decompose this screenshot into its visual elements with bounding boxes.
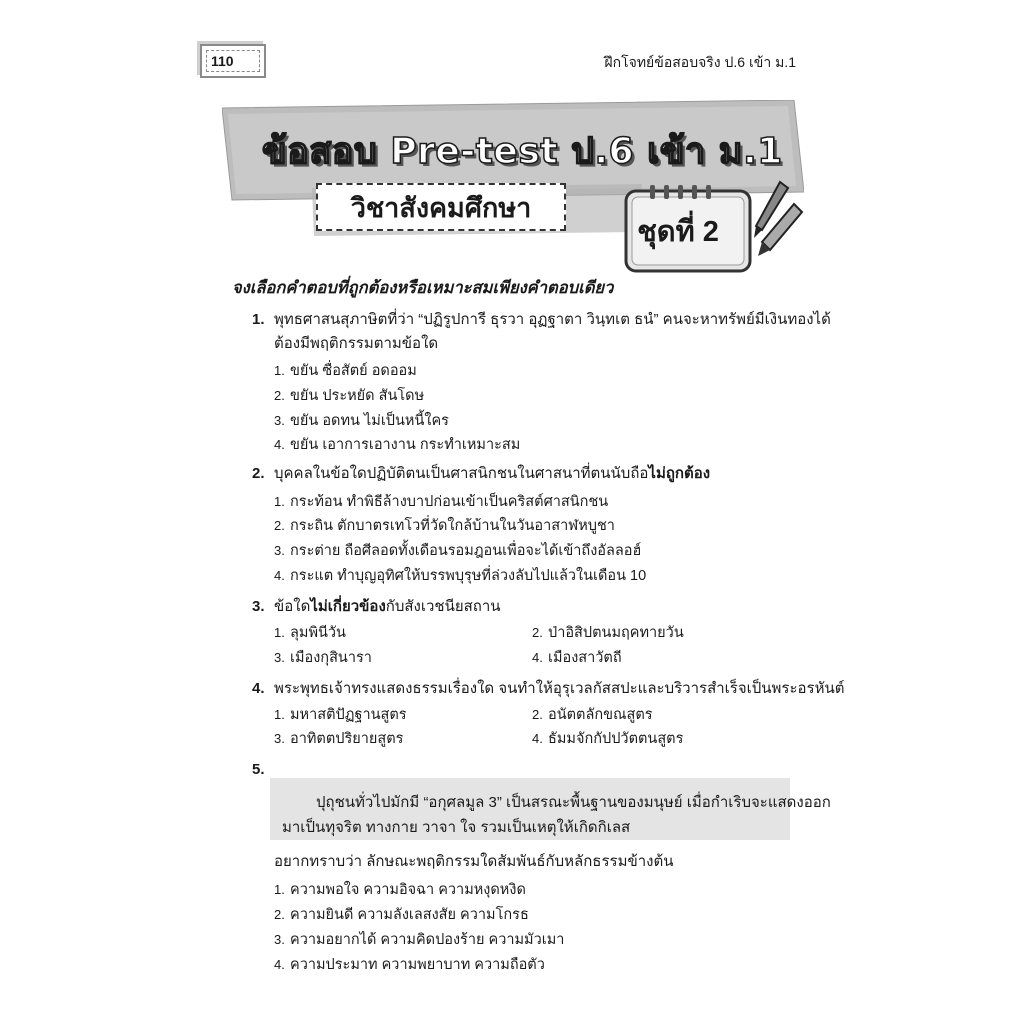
option-text: ขยัน เอาการเอางาน กระทำเหมาะสม — [290, 437, 521, 453]
question-number: 4. — [252, 680, 265, 697]
option-text: เมืองสาวัตถี — [548, 650, 622, 666]
answer-option[interactable] — [274, 564, 646, 587]
answer-option[interactable] — [274, 384, 424, 407]
question-number: 5. — [252, 761, 265, 778]
question-text-line: พุทธศาสนสุภาษิตที่ว่า “ปฏิรูปการี ธุรวา อุฏฐาตา วินฺทเต ธนํ” คนจะหาทรัพย์มีเงินทองได้ — [274, 311, 831, 328]
passage-line: ปุถุชนทั่วไปมักมี “อกุศลมูล 3” เป็นสรณะพื้นฐานของมนุษย์ เมื่อกำเริบจะแสดงออก — [316, 794, 831, 811]
option-number: 2. — [274, 518, 285, 533]
exam-title: ข้อสอบ Pre-test ป.6 เข้า ม.1 — [262, 131, 783, 172]
answer-option[interactable] — [274, 539, 641, 562]
option-number: 3. — [274, 413, 285, 428]
option-number: 2. — [532, 707, 543, 722]
option-number: 1. — [274, 494, 285, 509]
option-text: ความประมาท ความพยาบาท ความถือตัว — [290, 957, 545, 973]
question-text-line: ต้องมีพฤติกรรมตามข้อใด — [274, 335, 439, 352]
answer-option[interactable] — [274, 953, 545, 976]
option-text: ลุมพินีวัน — [290, 625, 346, 641]
set-number-label: ชุดที่ 2 — [637, 216, 719, 248]
question-text-part: กับสังเวชนียสถาน — [385, 598, 501, 615]
answer-option[interactable] — [274, 646, 372, 669]
question-number: 3. — [252, 598, 265, 615]
option-number: 3. — [274, 932, 285, 947]
question-text-part: ข้อใด — [274, 598, 311, 615]
question-text: อยากทราบว่า ลักษณะพฤติกรรมใดสัมพันธ์กับหลักธรรมข้างต้น — [274, 853, 674, 870]
answer-option[interactable] — [274, 490, 608, 513]
question-number: 1. — [252, 311, 265, 328]
answer-option[interactable] — [274, 514, 615, 537]
question-number: 2. — [252, 465, 265, 482]
answer-option[interactable] — [274, 928, 564, 951]
answer-option[interactable] — [274, 878, 526, 901]
instruction-text: จงเลือกคำตอบที่ถูกต้องหรือเหมาะสมเพียงคำตอบเดียว — [232, 279, 614, 297]
subject-text: วิชาสังคมศึกษา — [350, 192, 532, 223]
question-emphasis: ไม่เกี่ยวข้อง — [310, 598, 386, 615]
answer-option[interactable] — [274, 409, 449, 432]
option-text: กระถิน ตักบาตรเทโวที่วัดใกล้บ้านในวันอาสาฬหบูชา — [290, 518, 615, 534]
option-text: ขยัน อดทน ไม่เป็นหนี้ใคร — [290, 413, 449, 429]
option-number: 1. — [274, 625, 285, 640]
option-number: 4. — [274, 957, 285, 972]
option-number: 2. — [274, 907, 285, 922]
running-title: ฝึกโจทย์ข้อสอบจริง ป.6 เข้า ม.1 — [604, 54, 796, 70]
option-text: ความอยากได้ ความคิดปองร้าย ความมัวเมา — [290, 932, 565, 948]
question-text-part: บุคคลในข้อใดปฏิบัติตนเป็นศาสนิกชนในศาสนาที่ตนนับถือ — [274, 465, 649, 482]
option-number: 1. — [274, 363, 285, 378]
option-number: 2. — [274, 388, 285, 403]
option-number: 1. — [274, 707, 285, 722]
answer-option[interactable] — [532, 621, 684, 644]
answer-option[interactable] — [274, 703, 407, 726]
answer-option[interactable] — [532, 727, 683, 750]
option-text: กระต่าย ถือศีลอดทั้งเดือนรอมฎอนเพื่อจะได้เข้าถึงอัลลอฮ์ — [290, 543, 642, 559]
option-text: ธัมมจักกัปปวัตตนสูตร — [548, 731, 684, 747]
option-number: 3. — [274, 731, 285, 746]
answer-option[interactable] — [532, 646, 622, 669]
option-number: 3. — [274, 650, 285, 665]
option-text: ขยัน ซื่อสัตย์ อดออม — [290, 363, 417, 379]
option-number: 4. — [274, 568, 285, 583]
option-text: มหาสติปัฏฐานสูตร — [290, 707, 407, 723]
question-text — [274, 595, 501, 619]
page-number: 110 — [211, 53, 234, 69]
passage-box — [270, 778, 831, 840]
option-text: เมืองกุสินารา — [290, 650, 372, 666]
option-number: 1. — [274, 882, 285, 897]
answer-option[interactable] — [532, 703, 653, 726]
pencil-icon — [754, 200, 804, 260]
answer-option[interactable] — [274, 903, 529, 926]
option-number: 4. — [274, 437, 285, 452]
subject-label — [316, 183, 566, 231]
option-text: อนัตตลักขณสูตร — [548, 707, 653, 723]
option-text: กระแต ทำบุญอุทิศให้บรรพบุรุษที่ล่วงลับไปแล้วในเดือน 10 — [290, 568, 647, 584]
question-emphasis: ไม่ถูกต้อง — [648, 465, 711, 482]
option-text: ป่าอิสิปตนมฤคทายวัน — [548, 625, 684, 641]
answer-option[interactable] — [274, 359, 417, 382]
option-number: 4. — [532, 731, 543, 746]
option-number: 4. — [532, 650, 543, 665]
answer-option[interactable] — [274, 621, 346, 644]
question-text — [274, 462, 710, 486]
option-number: 3. — [274, 543, 285, 558]
option-text: ความพอใจ ความอิจฉา ความหงุดหงิด — [290, 882, 526, 898]
question-text: พระพุทธเจ้าทรงแสดงธรรมเรื่องใด จนทำให้อุรุเวลกัสสปะและบริวารสำเร็จเป็นพระอรหันต์ — [274, 680, 845, 697]
answer-option[interactable] — [274, 727, 403, 750]
page-number-box — [200, 44, 266, 78]
passage-line: มาเป็นทุจริต ทางกาย วาจา ใจ รวมเป็นเหตุให้เกิดกิเลส — [282, 819, 631, 836]
option-text: ความยินดี ความลังเลสงสัย ความโกรธ — [290, 907, 529, 923]
option-text: อาทิตตปริยายสูตร — [290, 731, 404, 747]
option-text: กระท้อน ทำพิธีล้างบาปก่อนเข้าเป็นคริสต์ศาสนิกชน — [290, 494, 609, 510]
option-text: ขยัน ประหยัด สันโดษ — [290, 388, 425, 404]
option-number: 2. — [532, 625, 543, 640]
answer-option[interactable] — [274, 433, 520, 456]
